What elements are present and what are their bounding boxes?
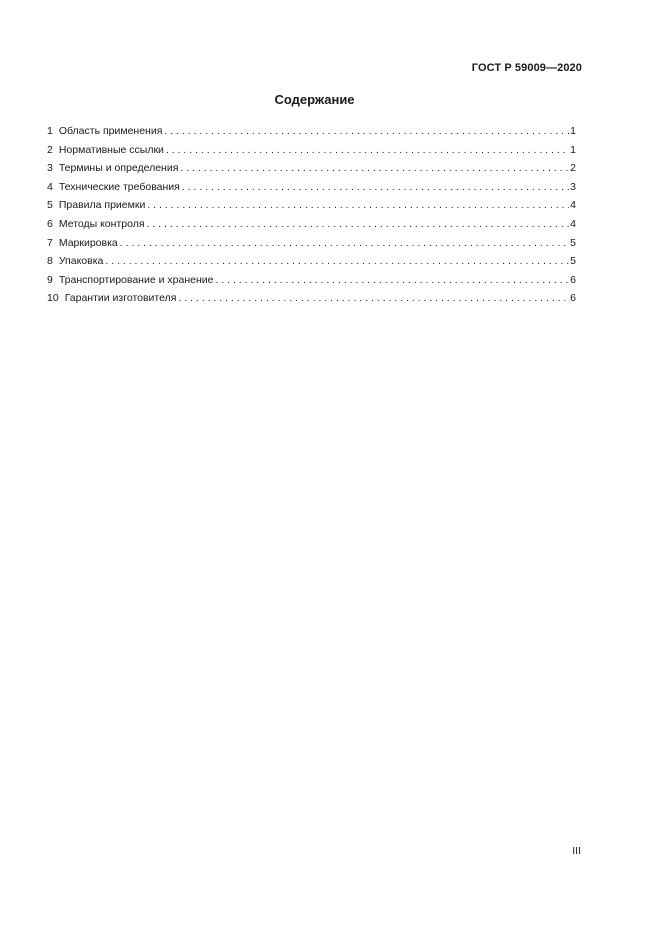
toc-entry-label: Технические требования — [58, 180, 180, 193]
toc-entry-7[interactable] — [47, 234, 576, 253]
toc-entry-page: 4 — [570, 217, 576, 230]
toc-entry-page: 5 — [570, 255, 576, 268]
toc-entry-label: Транспортирование и хранение — [58, 273, 214, 286]
toc-entry-page: 5 — [570, 236, 576, 249]
toc-entry-label: Правила приемки — [58, 199, 146, 212]
toc-leader-dots — [105, 252, 569, 271]
toc-entry-label: Маркировка — [58, 236, 118, 249]
toc-leader-dots — [147, 196, 569, 215]
toc-entry-page: 2 — [570, 162, 576, 175]
toc-leader-dots — [215, 271, 569, 290]
toc-entry-2[interactable] — [47, 141, 576, 160]
toc-entry-number: 1 — [47, 125, 53, 137]
toc-entry-8[interactable] — [47, 252, 576, 271]
toc-entry-1[interactable] — [47, 122, 576, 141]
toc-leader-dots — [178, 289, 569, 308]
toc-entry-number: 2 — [47, 143, 53, 156]
toc-entry-5[interactable] — [47, 196, 576, 215]
toc-entry-3[interactable] — [47, 159, 576, 178]
toc-entry-4[interactable] — [47, 178, 576, 197]
toc-entry-page: 1 — [570, 125, 576, 137]
toc-entry-label: Нормативные ссылки — [58, 143, 164, 156]
toc-entry-page: 1 — [570, 143, 576, 156]
toc-entry-label: Упаковка — [58, 255, 104, 268]
toc-leader-dots — [147, 215, 570, 234]
toc-entry-page: 6 — [570, 292, 576, 305]
toc-entry-9[interactable] — [47, 271, 576, 290]
toc-entry-label: Область применения — [58, 125, 163, 137]
toc-leader-dots — [166, 141, 569, 160]
toc-entry-number: 3 — [47, 162, 53, 175]
page-number: III — [572, 845, 581, 857]
toc-entry-label: Гарантии изготовителя — [64, 292, 177, 305]
toc-entry-number: 4 — [47, 180, 53, 193]
toc-leader-dots — [120, 234, 569, 253]
toc-title: Содержание — [274, 92, 355, 107]
toc-leader-dots — [164, 122, 569, 141]
toc-entry-number: 9 — [47, 273, 53, 286]
toc-entry-label: Термины и определения — [58, 162, 179, 175]
toc-entry-6[interactable] — [47, 215, 576, 234]
toc-entry-number: 7 — [47, 236, 53, 249]
toc-entry-10[interactable] — [47, 289, 576, 308]
toc-entry-number: 6 — [47, 217, 53, 230]
toc-leader-dots — [182, 178, 569, 197]
toc-entry-page: 4 — [570, 199, 576, 212]
toc-entry-page: 3 — [570, 180, 576, 193]
toc-entry-page: 6 — [570, 273, 576, 286]
document-code: ГОСТ Р 59009—2020 — [471, 62, 582, 74]
toc-entry-number: 8 — [47, 255, 53, 268]
toc-entry-number: 10 — [47, 292, 59, 305]
toc-leader-dots — [180, 159, 569, 178]
toc-entry-number: 5 — [47, 199, 53, 212]
table-of-contents — [47, 122, 576, 308]
toc-entry-label: Методы контроля — [58, 217, 145, 230]
